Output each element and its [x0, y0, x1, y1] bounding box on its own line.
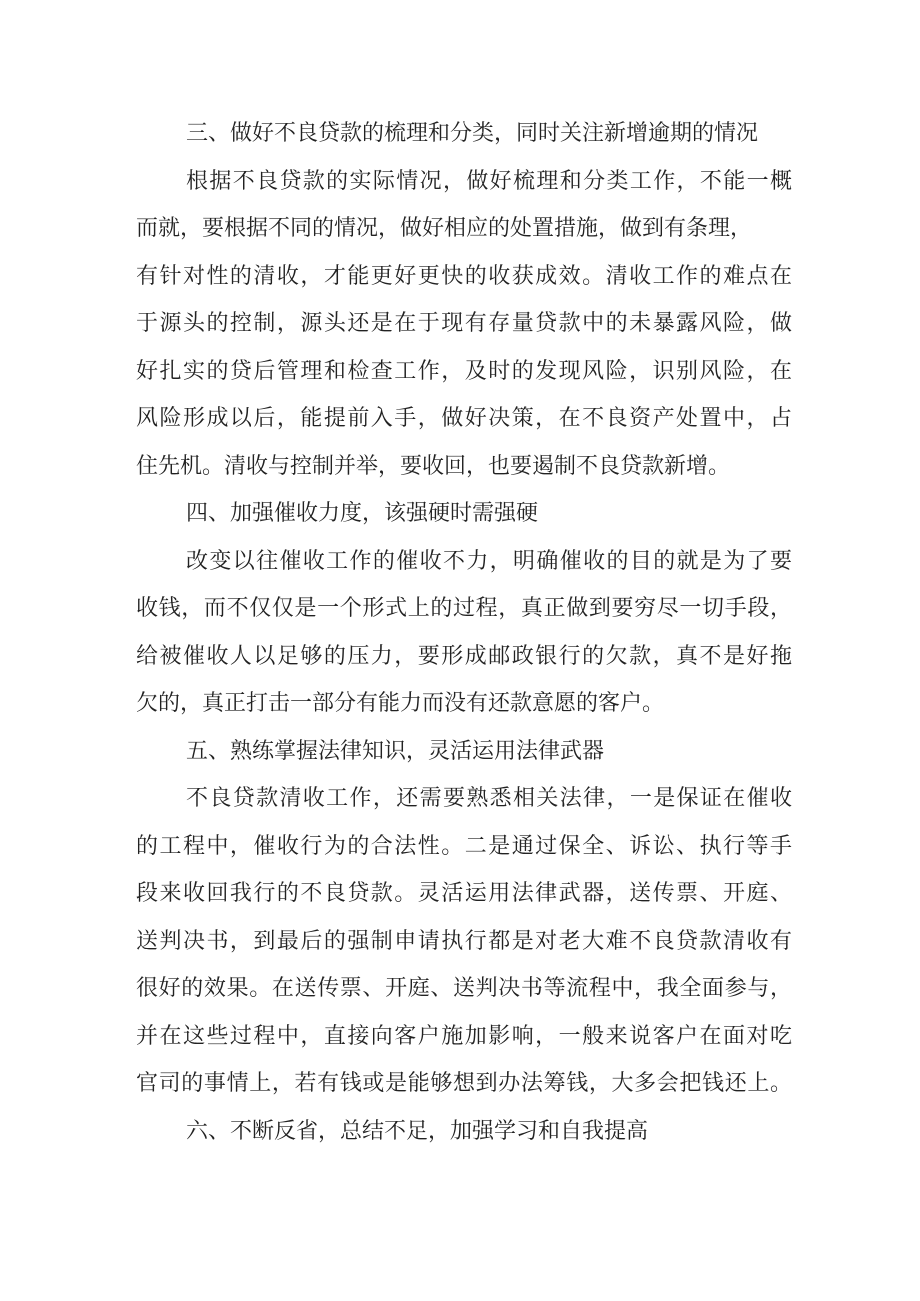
- paragraph-line-first: 四、加强催收力度，该强硬时需强硬: [186, 501, 539, 526]
- paragraph-line: 好扎实的贷后管理和检查工作，及时的发现风险，识别风险，在: [136, 358, 792, 384]
- paragraph-line: 段来收回我行的不良贷款。灵活运用法律武器，送传票、开庭、: [136, 881, 792, 906]
- paragraph-line: 而就，要根据不同的情况，做好相应的处置措施，做到有条理，: [136, 216, 753, 241]
- paragraph-line: 住先机。清收与控制并举，要收回，也要遏制不良贷款新增。: [136, 453, 731, 479]
- paragraph-line-first: 改变以往催收工作的催收不力，明确催收的目的就是为了要: [186, 548, 792, 574]
- paragraph-line: 的工程中，催收行为的合法性。二是通过保全、诉讼、执行等手: [136, 833, 792, 859]
- paragraph-line: 收钱，而不仅仅是一个形式上的过程，真正做到要穷尽一切手段，: [136, 596, 792, 621]
- paragraph-line: 送判决书，到最后的强制申请执行都是对老大难不良贷款清收有: [136, 928, 792, 954]
- paragraph-line: 有针对性的清收，才能更好更快的收获成效。清收工作的难点在: [136, 263, 792, 289]
- paragraph-line: 官司的事情上，若有钱或是能够想到办法筹钱，大多会把钱还上。: [136, 1071, 792, 1096]
- paragraph-line: 给被催收人以足够的压力，要形成邮政银行的欠款，真不是好拖: [136, 643, 792, 669]
- paragraph-line-first: 六、不断反省，总结不足，加强学习和自我提高: [186, 1118, 649, 1144]
- paragraph-line-first: 根据不良贷款的实际情况，做好梳理和分类工作，不能一概: [186, 168, 792, 194]
- paragraph-line: 于源头的控制，源头还是在于现有存量贷款中的未暴露风险，做: [136, 311, 792, 336]
- paragraph-line: 风险形成以后，能提前入手，做好决策，在不良资产处置中，占: [136, 406, 792, 431]
- document-body: [136, 110, 792, 1155]
- paragraph-line: 并在这些过程中，直接向客户施加影响，一般来说客户在面对吃: [136, 1023, 792, 1049]
- paragraph-line-first: 不良贷款清收工作，还需要熟悉相关法律，一是保证在催收: [186, 786, 792, 811]
- paragraph-line: 很好的效果。在送传票、开庭、送判决书等流程中，我全面参与，: [136, 976, 792, 1001]
- paragraph-line-first: 三、做好不良贷款的梳理和分类，同时关注新增逾期的情况: [186, 121, 759, 146]
- paragraph-line: 欠的，真正打击一部分有能力而没有还款意愿的客户。: [136, 691, 665, 716]
- paragraph-line-first: 五、熟练掌握法律知识，灵活运用法律武器: [186, 738, 605, 764]
